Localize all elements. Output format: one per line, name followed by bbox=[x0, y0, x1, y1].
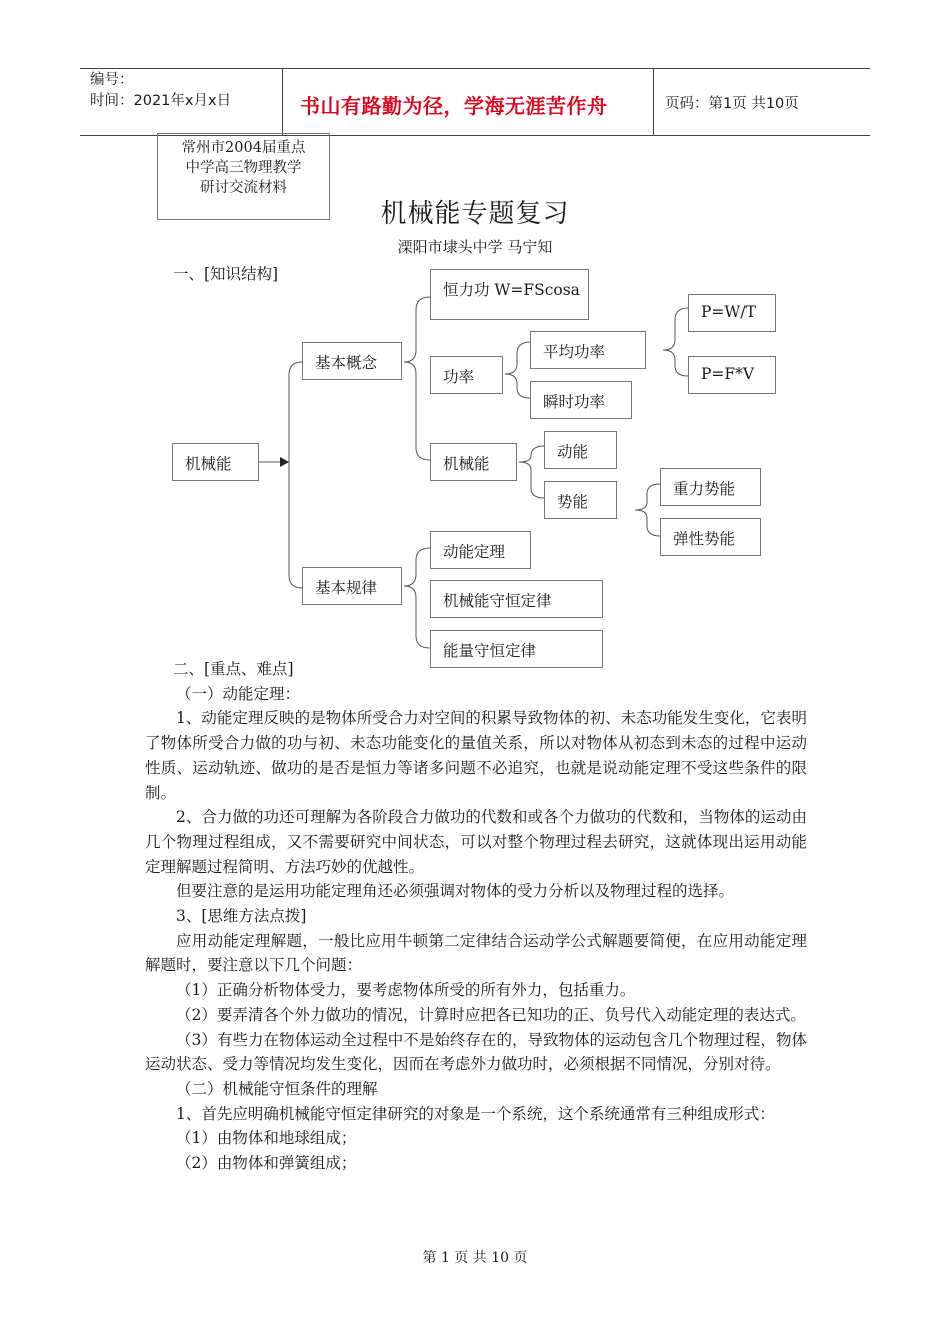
node-energy-conservation: 能量守恒定律 bbox=[430, 630, 603, 668]
paragraph: （2）要弄清各个外力做功的情况，计算时应把各已知功的正、负号代入动能定理的表达式。 bbox=[176, 1005, 806, 1024]
section-key-points-heading: 二、[重点、难点] bbox=[173, 660, 294, 678]
page-info: 页码：第1页 共10页 bbox=[665, 96, 799, 112]
sidebox-line: 研讨交流材料 bbox=[200, 180, 287, 196]
page-footer: 第 1 页 共 10 页 bbox=[422, 1250, 528, 1266]
number-label: 编号： bbox=[90, 72, 134, 88]
node-basic-laws: 基本规律 bbox=[302, 567, 402, 605]
paragraph: 但要注意的是运用功能定理角还必须强调对物体的受力分析以及物理过程的选择。 bbox=[176, 882, 735, 901]
page-title: 机械能专题复习 bbox=[380, 199, 570, 229]
node-constant-force-work: 恒力功 W=FScosa bbox=[430, 269, 589, 320]
paragraph: （3）有些力在物体运动全过程中不是始终存在的，导致物体的运动包含几个物理过程，物体运动状态、受力等情况均发生变化，因而在考虑外力做功时，必须根据不同情况，分别对待。 bbox=[145, 1030, 807, 1074]
node-potential-energy: 势能 bbox=[544, 481, 617, 519]
sidebox-line: 常州市2004届重点 bbox=[181, 140, 306, 156]
body-text bbox=[145, 657, 807, 1176]
node-kinetic-energy: 动能 bbox=[544, 431, 617, 469]
node-kinetic-energy-theorem: 动能定理 bbox=[430, 531, 531, 569]
paragraph: 应用动能定理解题，一般比应用牛顿第二定律结合运动学公式解题要简便，在应用动能定理解题时，要注意以下几个问题： bbox=[145, 931, 807, 975]
node-formula-p-fv: P=F*V bbox=[688, 356, 776, 394]
author-line: 溧阳市埭头中学 马宁知 bbox=[397, 238, 553, 256]
subheading-kinetic-theorem: （一）动能定理： bbox=[176, 684, 301, 703]
paragraph: 1、首先应明确机械能守恒定律研究的对象是一个系统，这个系统通常有三种组成形式： bbox=[176, 1104, 775, 1123]
paragraph: （1）正确分析物体受力，要考虑物体所受的所有外力，包括重力。 bbox=[176, 981, 636, 1000]
node-mechanical-energy-root: 机械能 bbox=[172, 443, 259, 481]
paragraph: 3、[思维方法点拨] bbox=[176, 907, 307, 926]
sidebox-line: 中学高三物理教学 bbox=[185, 160, 302, 176]
node-mech-energy-conservation: 机械能守恒定律 bbox=[430, 580, 603, 618]
time-label: 时间：2021年x月x日 bbox=[90, 93, 232, 109]
node-gravity-potential: 重力势能 bbox=[660, 468, 761, 506]
paragraph: 2、合力做的功还可理解为各阶段合力做功的代数和或各个力做功的代数和，当物体的运动由几个物理过程组成，又不需要研究中间状态，可以对整个物理过程去研究，这就体现出运用动能定理解题过程简明、方法巧妙的优越性。 bbox=[145, 808, 807, 876]
paragraph: （2）由物体和弹簧组成； bbox=[176, 1154, 357, 1173]
node-basic-concepts: 基本概念 bbox=[302, 342, 402, 380]
motto: 书山有路勤为径，学海无涯苦作舟 bbox=[300, 94, 608, 118]
paragraph: 1、动能定理反映的是物体所受合力对空间的积累导致物体的初、未态功能发生变化，它表明了物体所受合力做的功与初、未态功能变化的量值关系，所以对物体从初态到未态的过程中运动性质、运动轨迹、做功的是否是恒力等诸多问题不必追究，也就是说动能定理不受这些条件的限制。 bbox=[145, 709, 807, 802]
node-formula-p-wt: P=W/T bbox=[688, 294, 776, 332]
paragraph: （1）由物体和地球组成； bbox=[176, 1129, 357, 1148]
node-elastic-potential: 弹性势能 bbox=[660, 518, 761, 556]
node-mechanical-energy: 机械能 bbox=[430, 443, 517, 481]
node-power: 功率 bbox=[430, 356, 503, 394]
subheading-conservation: （二）机械能守恒条件的理解 bbox=[176, 1079, 378, 1098]
section-knowledge-heading: 一、[知识结构] bbox=[173, 265, 279, 283]
node-instant-power: 瞬时功率 bbox=[530, 381, 632, 419]
node-average-power: 平均功率 bbox=[530, 331, 646, 369]
